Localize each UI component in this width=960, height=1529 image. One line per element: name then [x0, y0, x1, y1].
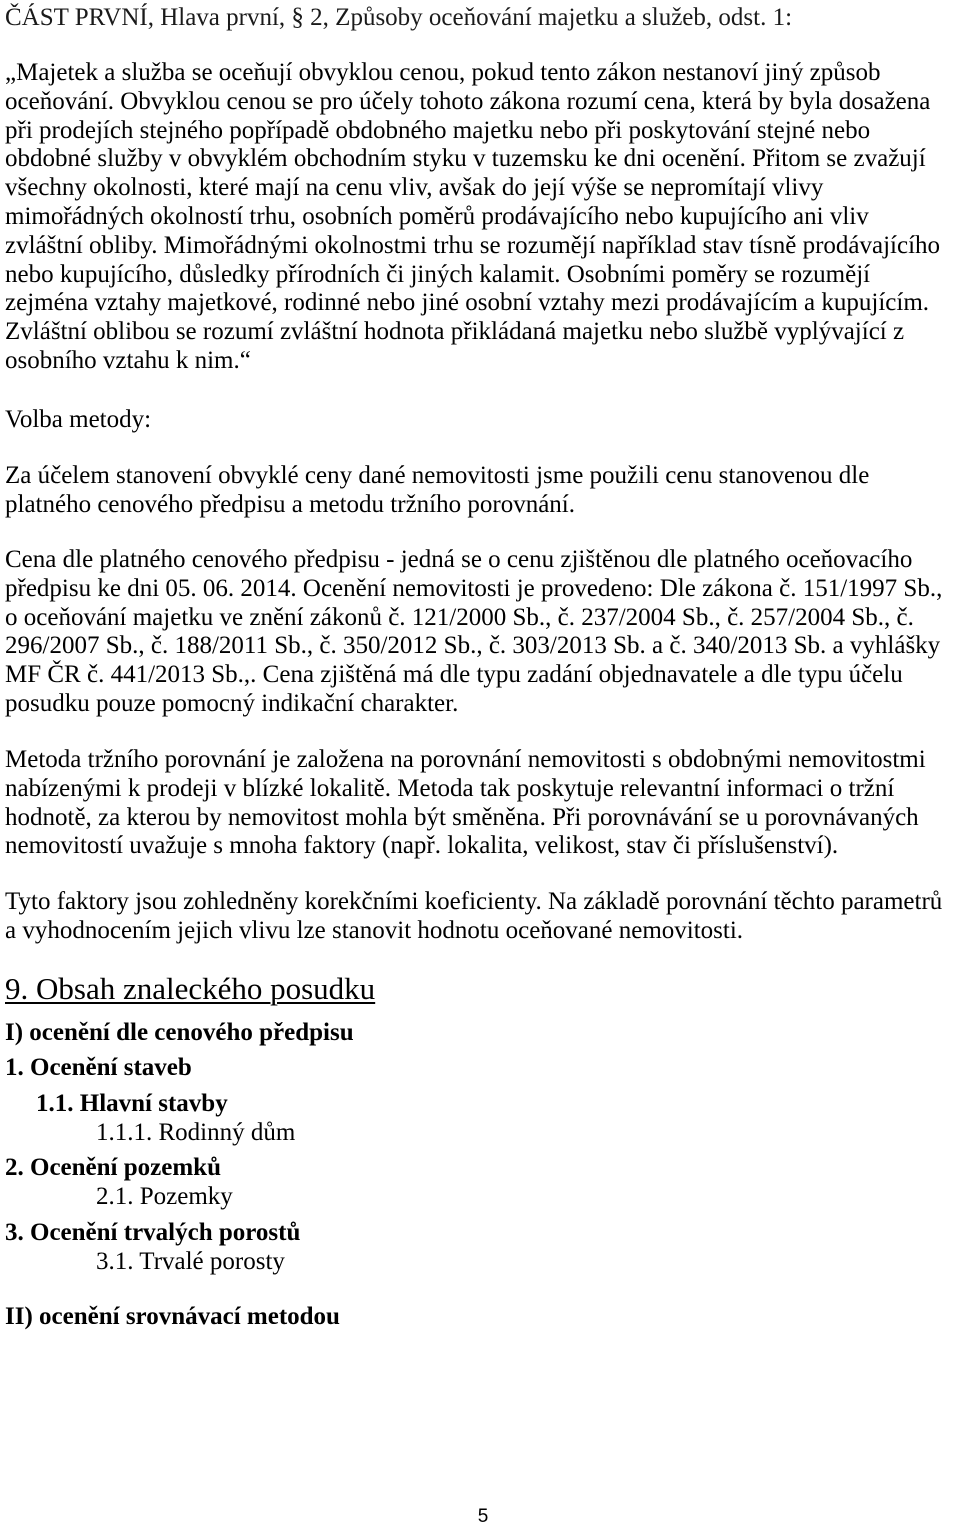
law-quote-paragraph [5, 59, 940, 376]
text-line: Metoda tržního porovnání je založena na porovnání nemovitosti s obdobnými nemovitostmi [5, 746, 926, 773]
text-line: zvláštní obliby. Mimořádnými okolnostmi trhu se rozumějí například stav tísně prodávajícího [5, 231, 941, 259]
method-heading: Volba metody: [5, 406, 152, 433]
text-line: osobního vztahu k nim.“ [5, 346, 251, 374]
text-line: Za účelem stanovení obvyklé ceny dané nemovitosti jsme použili cenu stanovenou dle [5, 462, 870, 489]
text-line: oceňování. Obvyklou cenou se pro účely tohoto zákona rozumí cena, která by byla dosažena [5, 87, 931, 115]
text-line: nabízenými k prodeji v blízké lokalitě. Metoda tak poskytuje relevantní informaci o tržní [5, 774, 895, 802]
page-number: 5 [477, 1506, 489, 1527]
text-line: nemovitostí uvažuje s mnoha faktory (např. lokalita, velikost, stav či příslušenství). [5, 832, 839, 860]
text-line: 296/2007 Sb., č. 188/2011 Sb., č. 350/2012 Sb., č. 303/2013 Sb. a č. 340/2013 Sb. a vyhlášky [5, 632, 941, 660]
outline-item-level-2: 3. Ocenění trvalých porostů [5, 1219, 301, 1246]
text-line: hodnotě, za kterou by nemovitost mohla být směněna. Při porovnávání se u porovnávaných [5, 803, 919, 831]
text-line: obdobné služby v obvyklém obchodním styku v tuzemsku ke dni ocenění. Přitom se zvažují [5, 145, 926, 173]
outline-item-level-4: 1.1.1. Rodinný dům [96, 1119, 296, 1146]
text-line: o oceňování majetku ve znění zákonů č. 121/2000 Sb., č. 237/2004 Sb., č. 257/2004 Sb., č. [5, 603, 914, 631]
factors-paragraph [5, 888, 942, 946]
text-line: Tyto faktory jsou zohledněny korekčními koeficienty. Na základě porovnání těchto parametrů [5, 888, 943, 915]
text-line: Cena dle platného cenového předpisu - jedná se o cenu zjištěnou dle platného oceňovacího [5, 546, 913, 573]
text-line: posudku pouze pomocný indikační charakter. [5, 689, 459, 717]
outline-item-level-1: I) ocenění dle cenového předpisu [5, 1019, 354, 1046]
text-line: zejména vztahy majetkové, rodinné nebo jiné osobní vztahy mezi prodávajícím a kupujícím. [5, 289, 930, 317]
law-citation: ČÁST PRVNÍ, Hlava první, § 2, Způsoby oceňování majetku a služeb, odst. 1: [5, 4, 793, 31]
price-regulation-paragraph [5, 546, 942, 719]
section-title: 9. Obsah znaleckého posudku [5, 971, 376, 1006]
text-line: platného cenového předpisu a metodu tržního porovnání. [5, 490, 575, 518]
method-paragraph [5, 462, 869, 520]
outline-item-level-2: 2. Ocenění pozemků [5, 1154, 221, 1181]
text-line: Zvláštní oblibou se rozumí zvláštní hodnota přikládaná majetku nebo službě vyplývající z [5, 318, 905, 346]
text-line: a vyhodnocením jejich vlivu lze stanovit hodnotu oceňované nemovitosti. [5, 916, 744, 944]
outline-item-level-1: II) ocenění srovnávací metodou [5, 1303, 340, 1330]
text-line: „Majetek a služba se oceňují obvyklou cenou, pokud tento zákon nestanoví jiný způsob [5, 59, 881, 86]
text-line: předpisu ke dni 05. 06. 2014. Ocenění nemovitosti je provedeno: Dle zákona č. 151/1997 Sb., [5, 574, 943, 602]
text-line: všechny okolnosti, které mají na cenu vliv, avšak do její výše se nepromítají vlivy [5, 174, 824, 202]
text-line: MF ČR č. 441/2013 Sb.,. Cena zjištěná má dle typu zadání objednavatele a dle typu účelu [5, 661, 903, 689]
text-line: mimořádných okolností trhu, osobních poměrů prodávajícího nebo kupujícího ani vliv [5, 202, 869, 230]
text-line: nebo kupujícího, důsledky přírodních či jiných kalamit. Osobními poměry se rozumějí [5, 260, 871, 288]
outline-item-level-3: 1.1. Hlavní stavby [36, 1090, 228, 1117]
outline-item-level-3: 3.1. Trvalé porosty [96, 1248, 285, 1275]
text-line: při prodejích stejného popřípadě obdobného majetku nebo při poskytování stejné nebo [5, 116, 871, 144]
market-comparison-paragraph [5, 746, 926, 861]
outline-item-level-2: 1. Ocenění staveb [5, 1054, 192, 1081]
outline-item-level-3: 2.1. Pozemky [96, 1183, 233, 1210]
